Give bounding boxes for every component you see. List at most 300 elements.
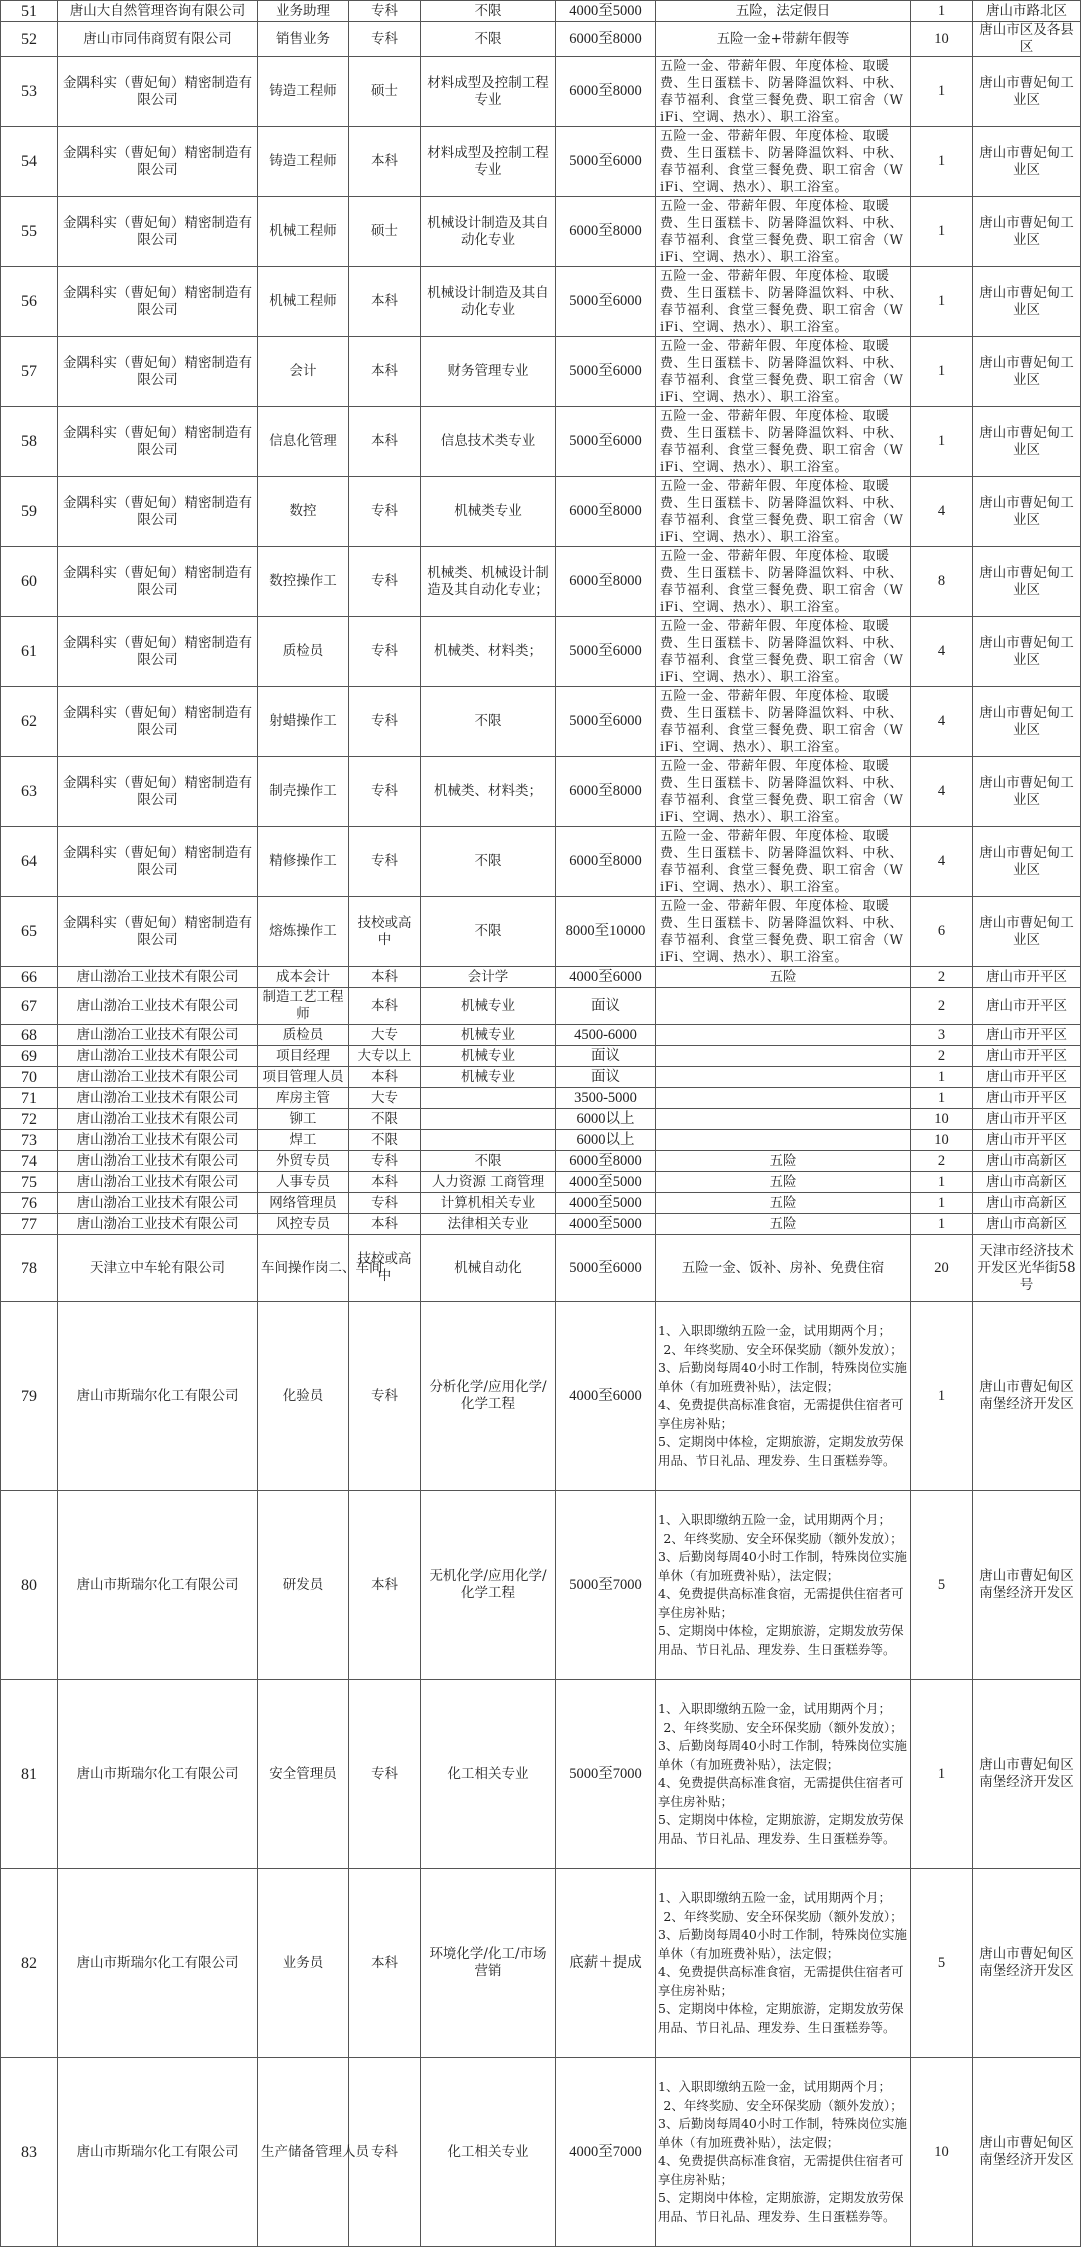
table-row (1, 1869, 1081, 2058)
row-number-cell: 69 (1, 1046, 58, 1067)
benefits-cell: 五险 (656, 1172, 911, 1193)
table-row (1, 1025, 1081, 1046)
salary-cell: 6000至8000 (556, 22, 656, 57)
education-cell: 专科 (349, 1151, 421, 1172)
salary-cell: 5000至6000 (556, 337, 656, 407)
company-name-cell: 天津立中车轮有限公司 (58, 1235, 258, 1302)
company-name-cell: 金隅科实（曹妃甸）精密制造有限公司 (58, 267, 258, 337)
position-cell: 车间操作岗二、车间 (258, 1235, 349, 1302)
row-number-cell: 72 (1, 1109, 58, 1130)
major-cell: 不限 (421, 1, 556, 22)
headcount-cell: 4 (911, 757, 973, 827)
company-name-cell: 唐山渤冶工业技术有限公司 (58, 1046, 258, 1067)
headcount-cell: 1 (911, 1067, 973, 1088)
company-name-cell: 金隅科实（曹妃甸）精密制造有限公司 (58, 897, 258, 967)
company-name-cell: 唐山渤冶工业技术有限公司 (58, 1109, 258, 1130)
education-cell: 本科 (349, 1172, 421, 1193)
row-number-cell: 82 (1, 1869, 58, 2058)
company-name-cell: 金隅科实（曹妃甸）精密制造有限公司 (58, 827, 258, 897)
company-name-cell: 唐山渤冶工业技术有限公司 (58, 967, 258, 988)
table-row (1, 477, 1081, 547)
benefits-cell (656, 1025, 911, 1046)
major-cell: 人力资源 工商管理 (421, 1172, 556, 1193)
table-row (1, 967, 1081, 988)
row-number-cell: 59 (1, 477, 58, 547)
education-cell: 本科 (349, 407, 421, 477)
position-cell: 焊工 (258, 1130, 349, 1151)
table-row (1, 407, 1081, 477)
benefits-cell (656, 1130, 911, 1151)
table-row (1, 1302, 1081, 1491)
work-location-cell: 唐山市曹妃甸工业区 (973, 547, 1081, 617)
education-cell: 专科 (349, 1302, 421, 1491)
row-number-cell: 56 (1, 267, 58, 337)
salary-cell: 4500-6000 (556, 1025, 656, 1046)
education-cell: 技校或高中 (349, 897, 421, 967)
benefit-item: 5、定期岗中体检，定期旅游，定期发放劳保用品、节日礼品、理发券、生日蛋糕券等。 (658, 1812, 904, 1846)
headcount-cell: 4 (911, 617, 973, 687)
row-number-cell: 51 (1, 1, 58, 22)
work-location-cell: 唐山市高新区 (973, 1193, 1081, 1214)
table-row (1, 1046, 1081, 1067)
salary-cell: 4000至5000 (556, 1193, 656, 1214)
benefits-cell (656, 2058, 911, 2247)
row-number-cell: 53 (1, 57, 58, 127)
benefit-item: 2、年终奖励、安全环保奖励（额外发放）； (663, 1530, 903, 1546)
table-row (1, 197, 1081, 267)
position-cell: 数控操作工 (258, 547, 349, 617)
row-number-cell: 83 (1, 2058, 58, 2247)
benefits-cell: 五险一金+带薪年假等 (656, 22, 911, 57)
table-row (1, 757, 1081, 827)
benefits-cell: 五险一金、带薪年假、年度体检、取暖费、生日蛋糕卡、防暑降温饮料、中秋、春节福利、食堂三餐免费、职工宿舍（WiFi、空调、热水）、职工浴室。 (656, 267, 911, 337)
headcount-cell: 2 (911, 988, 973, 1025)
work-location-cell: 唐山市曹妃甸工业区 (973, 827, 1081, 897)
benefit-item: 4、免费提供高标准食宿，无需提供住宿者可享住房补贴； (658, 2153, 904, 2187)
work-location-cell: 唐山市开平区 (973, 988, 1081, 1025)
table-row (1, 897, 1081, 967)
salary-cell: 4000至6000 (556, 1302, 656, 1491)
benefit-item: 4、免费提供高标准食宿，无需提供住宿者可享住房补贴； (658, 1586, 904, 1620)
company-name-cell: 唐山渤冶工业技术有限公司 (58, 988, 258, 1025)
benefit-item: 2、年终奖励、安全环保奖励（额外发放）； (663, 1341, 903, 1357)
major-cell: 化工相关专业 (421, 1680, 556, 1869)
table-row (1, 57, 1081, 127)
salary-cell: 4000至7000 (556, 2058, 656, 2247)
major-cell: 机械专业 (421, 1067, 556, 1088)
position-cell: 熔炼操作工 (258, 897, 349, 967)
company-name-cell: 金隅科实（曹妃甸）精密制造有限公司 (58, 197, 258, 267)
row-number-cell: 70 (1, 1067, 58, 1088)
major-cell (421, 1109, 556, 1130)
benefits-cell (656, 1680, 911, 1869)
major-cell: 不限 (421, 827, 556, 897)
benefits-cell (656, 988, 911, 1025)
position-cell: 铸造工程师 (258, 127, 349, 197)
salary-cell: 5000至7000 (556, 1491, 656, 1680)
benefit-item: 4、免费提供高标准食宿，无需提供住宿者可享住房补贴； (658, 1964, 904, 1998)
headcount-cell: 1 (911, 267, 973, 337)
benefits-cell (656, 1046, 911, 1067)
headcount-cell: 4 (911, 687, 973, 757)
salary-cell: 面议 (556, 988, 656, 1025)
position-cell: 业务员 (258, 1869, 349, 2058)
benefit-item: 5、定期岗中体检，定期旅游，定期发放劳保用品、节日礼品、理发券、生日蛋糕券等。 (658, 2190, 904, 2224)
table-row (1, 687, 1081, 757)
row-number-cell: 76 (1, 1193, 58, 1214)
row-number-cell: 60 (1, 547, 58, 617)
benefits-cell: 五险一金、带薪年假、年度体检、取暖费、生日蛋糕卡、防暑降温饮料、中秋、春节福利、食堂三餐免费、职工宿舍（WiFi、空调、热水）、职工浴室。 (656, 197, 911, 267)
headcount-cell: 1 (911, 1214, 973, 1235)
headcount-cell: 1 (911, 1302, 973, 1491)
company-name-cell: 金隅科实（曹妃甸）精密制造有限公司 (58, 757, 258, 827)
position-cell: 项目经理 (258, 1046, 349, 1067)
row-number-cell: 71 (1, 1088, 58, 1109)
benefits-cell: 五险一金、饭补、房补、免费住宿 (656, 1235, 911, 1302)
headcount-cell: 8 (911, 547, 973, 617)
position-cell: 质检员 (258, 617, 349, 687)
major-cell: 机械类专业 (421, 477, 556, 547)
headcount-cell: 1 (911, 1, 973, 22)
position-cell: 网络管理员 (258, 1193, 349, 1214)
benefits-cell: 五险一金、带薪年假、年度体检、取暖费、生日蛋糕卡、防暑降温饮料、中秋、春节福利、食堂三餐免费、职工宿舍（WiFi、空调、热水）、职工浴室。 (656, 617, 911, 687)
major-cell (421, 1088, 556, 1109)
benefit-item: 5、定期岗中体检，定期旅游，定期发放劳保用品、节日礼品、理发券、生日蛋糕券等。 (658, 1434, 904, 1468)
company-name-cell: 唐山渤冶工业技术有限公司 (58, 1025, 258, 1046)
education-cell: 专科 (349, 547, 421, 617)
table-row (1, 988, 1081, 1025)
headcount-cell: 1 (911, 197, 973, 267)
position-cell: 会计 (258, 337, 349, 407)
benefits-cell: 五险一金、带薪年假、年度体检、取暖费、生日蛋糕卡、防暑降温饮料、中秋、春节福利、食堂三餐免费、职工宿舍（WiFi、空调、热水）、职工浴室。 (656, 897, 911, 967)
education-cell: 专科 (349, 22, 421, 57)
salary-cell: 6000以上 (556, 1109, 656, 1130)
company-name-cell: 唐山市斯瑞尔化工有限公司 (58, 1302, 258, 1491)
education-cell: 专科 (349, 1, 421, 22)
work-location-cell: 唐山市曹妃甸区南堡经济开发区 (973, 1869, 1081, 2058)
row-number-cell: 61 (1, 617, 58, 687)
education-cell: 不限 (349, 1109, 421, 1130)
position-cell: 制壳操作工 (258, 757, 349, 827)
salary-cell: 4000至5000 (556, 1214, 656, 1235)
benefits-cell: 五险一金、带薪年假、年度体检、取暖费、生日蛋糕卡、防暑降温饮料、中秋、春节福利、食堂三餐免费、职工宿舍（WiFi、空调、热水）、职工浴室。 (656, 57, 911, 127)
position-cell: 库房主管 (258, 1088, 349, 1109)
major-cell: 法律相关专业 (421, 1214, 556, 1235)
major-cell: 机械专业 (421, 988, 556, 1025)
position-cell: 制造工艺工程师 (258, 988, 349, 1025)
benefit-item: 1、入职即缴纳五险一金，试用期两个月； (658, 1701, 891, 1716)
table-row (1, 1172, 1081, 1193)
work-location-cell: 唐山市曹妃甸工业区 (973, 687, 1081, 757)
salary-cell: 5000至6000 (556, 1235, 656, 1302)
company-name-cell: 唐山市斯瑞尔化工有限公司 (58, 1491, 258, 1680)
education-cell: 大专 (349, 1025, 421, 1046)
table-row (1, 1088, 1081, 1109)
benefit-item: 1、入职即缴纳五险一金，试用期两个月； (658, 1323, 891, 1338)
table-row (1, 22, 1081, 57)
benefits-cell (656, 1109, 911, 1130)
row-number-cell: 73 (1, 1130, 58, 1151)
major-cell: 机械设计制造及其自动化专业 (421, 197, 556, 267)
work-location-cell: 唐山市开平区 (973, 967, 1081, 988)
company-name-cell: 唐山市斯瑞尔化工有限公司 (58, 1680, 258, 1869)
work-location-cell: 唐山市高新区 (973, 1214, 1081, 1235)
work-location-cell: 唐山市曹妃甸工业区 (973, 127, 1081, 197)
position-cell: 外贸专员 (258, 1151, 349, 1172)
company-name-cell: 金隅科实（曹妃甸）精密制造有限公司 (58, 127, 258, 197)
position-cell: 信息化管理 (258, 407, 349, 477)
position-cell: 项目管理人员 (258, 1067, 349, 1088)
benefit-item: 2、年终奖励、安全环保奖励（额外发放）； (663, 1719, 903, 1735)
benefit-item: 2、年终奖励、安全环保奖励（额外发放）； (663, 1908, 903, 1924)
benefit-item: 3、后勤岗每周40小时工作制，特殊岗位实施单休（有加班费补贴），法定假； (658, 1738, 907, 1772)
position-cell: 安全管理员 (258, 1680, 349, 1869)
table-body (1, 1, 1081, 2247)
education-cell: 技校或高中 (349, 1235, 421, 1302)
headcount-cell: 10 (911, 1130, 973, 1151)
major-cell: 财务管理专业 (421, 337, 556, 407)
headcount-cell: 1 (911, 57, 973, 127)
table-row (1, 1491, 1081, 1680)
position-cell: 销售业务 (258, 22, 349, 57)
table-row (1, 1235, 1081, 1302)
position-cell: 精修操作工 (258, 827, 349, 897)
salary-cell: 5000至6000 (556, 407, 656, 477)
row-number-cell: 74 (1, 1151, 58, 1172)
table-row (1, 2058, 1081, 2247)
headcount-cell: 10 (911, 1109, 973, 1130)
table-row (1, 1680, 1081, 1869)
benefit-item: 4、免费提供高标准食宿，无需提供住宿者可享住房补贴； (658, 1397, 904, 1431)
salary-cell: 4000至5000 (556, 1, 656, 22)
table-row (1, 1151, 1081, 1172)
company-name-cell: 唐山渤冶工业技术有限公司 (58, 1172, 258, 1193)
salary-cell: 5000至6000 (556, 127, 656, 197)
position-cell: 生产储备管理人员 (258, 2058, 349, 2247)
salary-cell: 5000至6000 (556, 617, 656, 687)
table-row (1, 1109, 1081, 1130)
row-number-cell: 57 (1, 337, 58, 407)
work-location-cell: 唐山市开平区 (973, 1025, 1081, 1046)
headcount-cell: 5 (911, 1869, 973, 2058)
benefits-cell (656, 1491, 911, 1680)
position-cell: 人事专员 (258, 1172, 349, 1193)
major-cell: 机械设计制造及其自动化专业 (421, 267, 556, 337)
company-name-cell: 金隅科实（曹妃甸）精密制造有限公司 (58, 477, 258, 547)
benefit-item: 4、免费提供高标准食宿，无需提供住宿者可享住房补贴； (658, 1775, 904, 1809)
salary-cell: 8000至10000 (556, 897, 656, 967)
headcount-cell: 5 (911, 1491, 973, 1680)
position-cell: 数控 (258, 477, 349, 547)
company-name-cell: 唐山渤冶工业技术有限公司 (58, 1214, 258, 1235)
benefits-cell: 五险一金、带薪年假、年度体检、取暖费、生日蛋糕卡、防暑降温饮料、中秋、春节福利、食堂三餐免费、职工宿舍（WiFi、空调、热水）、职工浴室。 (656, 547, 911, 617)
position-cell: 化验员 (258, 1302, 349, 1491)
headcount-cell: 1 (911, 1193, 973, 1214)
major-cell: 不限 (421, 22, 556, 57)
salary-cell: 3500-5000 (556, 1088, 656, 1109)
headcount-cell: 3 (911, 1025, 973, 1046)
row-number-cell: 77 (1, 1214, 58, 1235)
headcount-cell: 1 (911, 407, 973, 477)
major-cell: 不限 (421, 897, 556, 967)
work-location-cell: 唐山市曹妃甸工业区 (973, 757, 1081, 827)
benefit-item: 2、年终奖励、安全环保奖励（额外发放）； (663, 2097, 903, 2113)
table-row (1, 1193, 1081, 1214)
education-cell: 不限 (349, 1130, 421, 1151)
education-cell: 专科 (349, 757, 421, 827)
major-cell: 机械专业 (421, 1046, 556, 1067)
benefit-item: 3、后勤岗每周40小时工作制，特殊岗位实施单休（有加班费补贴），法定假； (658, 1927, 907, 1961)
education-cell: 本科 (349, 1214, 421, 1235)
company-name-cell: 唐山渤冶工业技术有限公司 (58, 1193, 258, 1214)
education-cell: 本科 (349, 988, 421, 1025)
position-cell: 铆工 (258, 1109, 349, 1130)
benefits-cell: 五险一金、带薪年假、年度体检、取暖费、生日蛋糕卡、防暑降温饮料、中秋、春节福利、食堂三餐免费、职工宿舍（WiFi、空调、热水）、职工浴室。 (656, 827, 911, 897)
benefit-item: 1、入职即缴纳五险一金，试用期两个月； (658, 1512, 891, 1527)
table-row (1, 617, 1081, 687)
education-cell: 本科 (349, 967, 421, 988)
major-cell: 材料成型及控制工程专业 (421, 127, 556, 197)
work-location-cell: 唐山市高新区 (973, 1151, 1081, 1172)
salary-cell: 面议 (556, 1067, 656, 1088)
benefit-item: 1、入职即缴纳五险一金，试用期两个月； (658, 2079, 891, 2094)
table-row (1, 1067, 1081, 1088)
table-row (1, 1130, 1081, 1151)
benefit-item: 1、入职即缴纳五险一金，试用期两个月； (658, 1890, 891, 1905)
major-cell: 计算机相关专业 (421, 1193, 556, 1214)
position-cell: 机械工程师 (258, 267, 349, 337)
company-name-cell: 金隅科实（曹妃甸）精密制造有限公司 (58, 337, 258, 407)
work-location-cell: 唐山市开平区 (973, 1067, 1081, 1088)
salary-cell: 6000至8000 (556, 757, 656, 827)
benefits-cell: 五险 (656, 1214, 911, 1235)
education-cell: 本科 (349, 337, 421, 407)
major-cell: 机械专业 (421, 1025, 556, 1046)
row-number-cell: 79 (1, 1302, 58, 1491)
headcount-cell: 10 (911, 22, 973, 57)
work-location-cell: 唐山市曹妃甸区南堡经济开发区 (973, 1302, 1081, 1491)
work-location-cell: 唐山市曹妃甸工业区 (973, 57, 1081, 127)
position-cell: 射蜡操作工 (258, 687, 349, 757)
benefits-cell: 五险一金、带薪年假、年度体检、取暖费、生日蛋糕卡、防暑降温饮料、中秋、春节福利、食堂三餐免费、职工宿舍（WiFi、空调、热水）、职工浴室。 (656, 127, 911, 197)
salary-cell: 6000至8000 (556, 57, 656, 127)
education-cell: 专科 (349, 1680, 421, 1869)
work-location-cell: 唐山市高新区 (973, 1172, 1081, 1193)
work-location-cell: 唐山市开平区 (973, 1046, 1081, 1067)
salary-cell: 6000至8000 (556, 827, 656, 897)
work-location-cell: 唐山市曹妃甸区南堡经济开发区 (973, 1680, 1081, 1869)
major-cell: 机械类、材料类； (421, 617, 556, 687)
benefits-cell (656, 1302, 911, 1491)
headcount-cell: 1 (911, 1172, 973, 1193)
table-row (1, 547, 1081, 617)
headcount-cell: 1 (911, 337, 973, 407)
salary-cell: 5000至6000 (556, 267, 656, 337)
company-name-cell: 唐山渤冶工业技术有限公司 (58, 1067, 258, 1088)
benefit-item: 5、定期岗中体检，定期旅游，定期发放劳保用品、节日礼品、理发券、生日蛋糕券等。 (658, 1623, 904, 1657)
education-cell: 本科 (349, 127, 421, 197)
table-row (1, 127, 1081, 197)
row-number-cell: 63 (1, 757, 58, 827)
work-location-cell: 唐山市路北区 (973, 1, 1081, 22)
headcount-cell: 2 (911, 1151, 973, 1172)
headcount-cell: 1 (911, 127, 973, 197)
education-cell: 专科 (349, 617, 421, 687)
benefit-item: 3、后勤岗每周40小时工作制，特殊岗位实施单休（有加班费补贴），法定假； (658, 1549, 907, 1583)
salary-cell: 6000至8000 (556, 477, 656, 547)
major-cell: 不限 (421, 1151, 556, 1172)
benefits-cell (656, 1088, 911, 1109)
work-location-cell: 唐山市曹妃甸工业区 (973, 617, 1081, 687)
table-row (1, 1214, 1081, 1235)
education-cell: 大专以上 (349, 1046, 421, 1067)
benefits-cell: 五险，法定假日 (656, 1, 911, 22)
benefits-cell: 五险一金、带薪年假、年度体检、取暖费、生日蛋糕卡、防暑降温饮料、中秋、春节福利、食堂三餐免费、职工宿舍（WiFi、空调、热水）、职工浴室。 (656, 687, 911, 757)
benefits-cell (656, 1067, 911, 1088)
work-location-cell: 唐山市开平区 (973, 1088, 1081, 1109)
salary-cell: 6000至8000 (556, 197, 656, 267)
row-number-cell: 65 (1, 897, 58, 967)
education-cell: 本科 (349, 267, 421, 337)
benefits-cell: 五险 (656, 1193, 911, 1214)
education-cell: 硕士 (349, 57, 421, 127)
position-cell: 风控专员 (258, 1214, 349, 1235)
benefits-cell: 五险一金、带薪年假、年度体检、取暖费、生日蛋糕卡、防暑降温饮料、中秋、春节福利、食堂三餐免费、职工宿舍（WiFi、空调、热水）、职工浴室。 (656, 337, 911, 407)
work-location-cell: 唐山市开平区 (973, 1130, 1081, 1151)
work-location-cell: 唐山市区及各县区 (973, 22, 1081, 57)
benefits-cell: 五险一金、带薪年假、年度体检、取暖费、生日蛋糕卡、防暑降温饮料、中秋、春节福利、食堂三餐免费、职工宿舍（WiFi、空调、热水）、职工浴室。 (656, 477, 911, 547)
row-number-cell: 58 (1, 407, 58, 477)
benefits-cell: 五险一金、带薪年假、年度体检、取暖费、生日蛋糕卡、防暑降温饮料、中秋、春节福利、食堂三餐免费、职工宿舍（WiFi、空调、热水）、职工浴室。 (656, 407, 911, 477)
headcount-cell: 2 (911, 1046, 973, 1067)
work-location-cell: 唐山市曹妃甸工业区 (973, 197, 1081, 267)
company-name-cell: 唐山市斯瑞尔化工有限公司 (58, 1869, 258, 2058)
benefits-cell: 五险 (656, 1151, 911, 1172)
headcount-cell: 2 (911, 967, 973, 988)
headcount-cell: 1 (911, 1680, 973, 1869)
education-cell: 专科 (349, 1193, 421, 1214)
headcount-cell: 4 (911, 477, 973, 547)
salary-cell: 5000至7000 (556, 1680, 656, 1869)
company-name-cell: 金隅科实（曹妃甸）精密制造有限公司 (58, 617, 258, 687)
salary-cell: 6000以上 (556, 1130, 656, 1151)
education-cell: 专科 (349, 827, 421, 897)
row-number-cell: 55 (1, 197, 58, 267)
company-name-cell: 唐山大自然管理咨询有限公司 (58, 1, 258, 22)
major-cell: 机械类、材料类； (421, 757, 556, 827)
education-cell: 本科 (349, 1491, 421, 1680)
work-location-cell: 唐山市曹妃甸工业区 (973, 267, 1081, 337)
position-cell: 质检员 (258, 1025, 349, 1046)
row-number-cell: 54 (1, 127, 58, 197)
major-cell: 环境化学/化工/市场营销 (421, 1869, 556, 2058)
row-number-cell: 66 (1, 967, 58, 988)
row-number-cell: 67 (1, 988, 58, 1025)
headcount-cell: 6 (911, 897, 973, 967)
major-cell: 材料成型及控制工程专业 (421, 57, 556, 127)
row-number-cell: 68 (1, 1025, 58, 1046)
benefits-cell (656, 1869, 911, 2058)
education-cell: 本科 (349, 1869, 421, 2058)
major-cell: 分析化学/应用化学/化学工程 (421, 1302, 556, 1491)
headcount-cell: 20 (911, 1235, 973, 1302)
work-location-cell: 唐山市开平区 (973, 1109, 1081, 1130)
position-cell: 成本会计 (258, 967, 349, 988)
company-name-cell: 金隅科实（曹妃甸）精密制造有限公司 (58, 687, 258, 757)
position-cell: 研发员 (258, 1491, 349, 1680)
major-cell: 不限 (421, 687, 556, 757)
table-row (1, 267, 1081, 337)
